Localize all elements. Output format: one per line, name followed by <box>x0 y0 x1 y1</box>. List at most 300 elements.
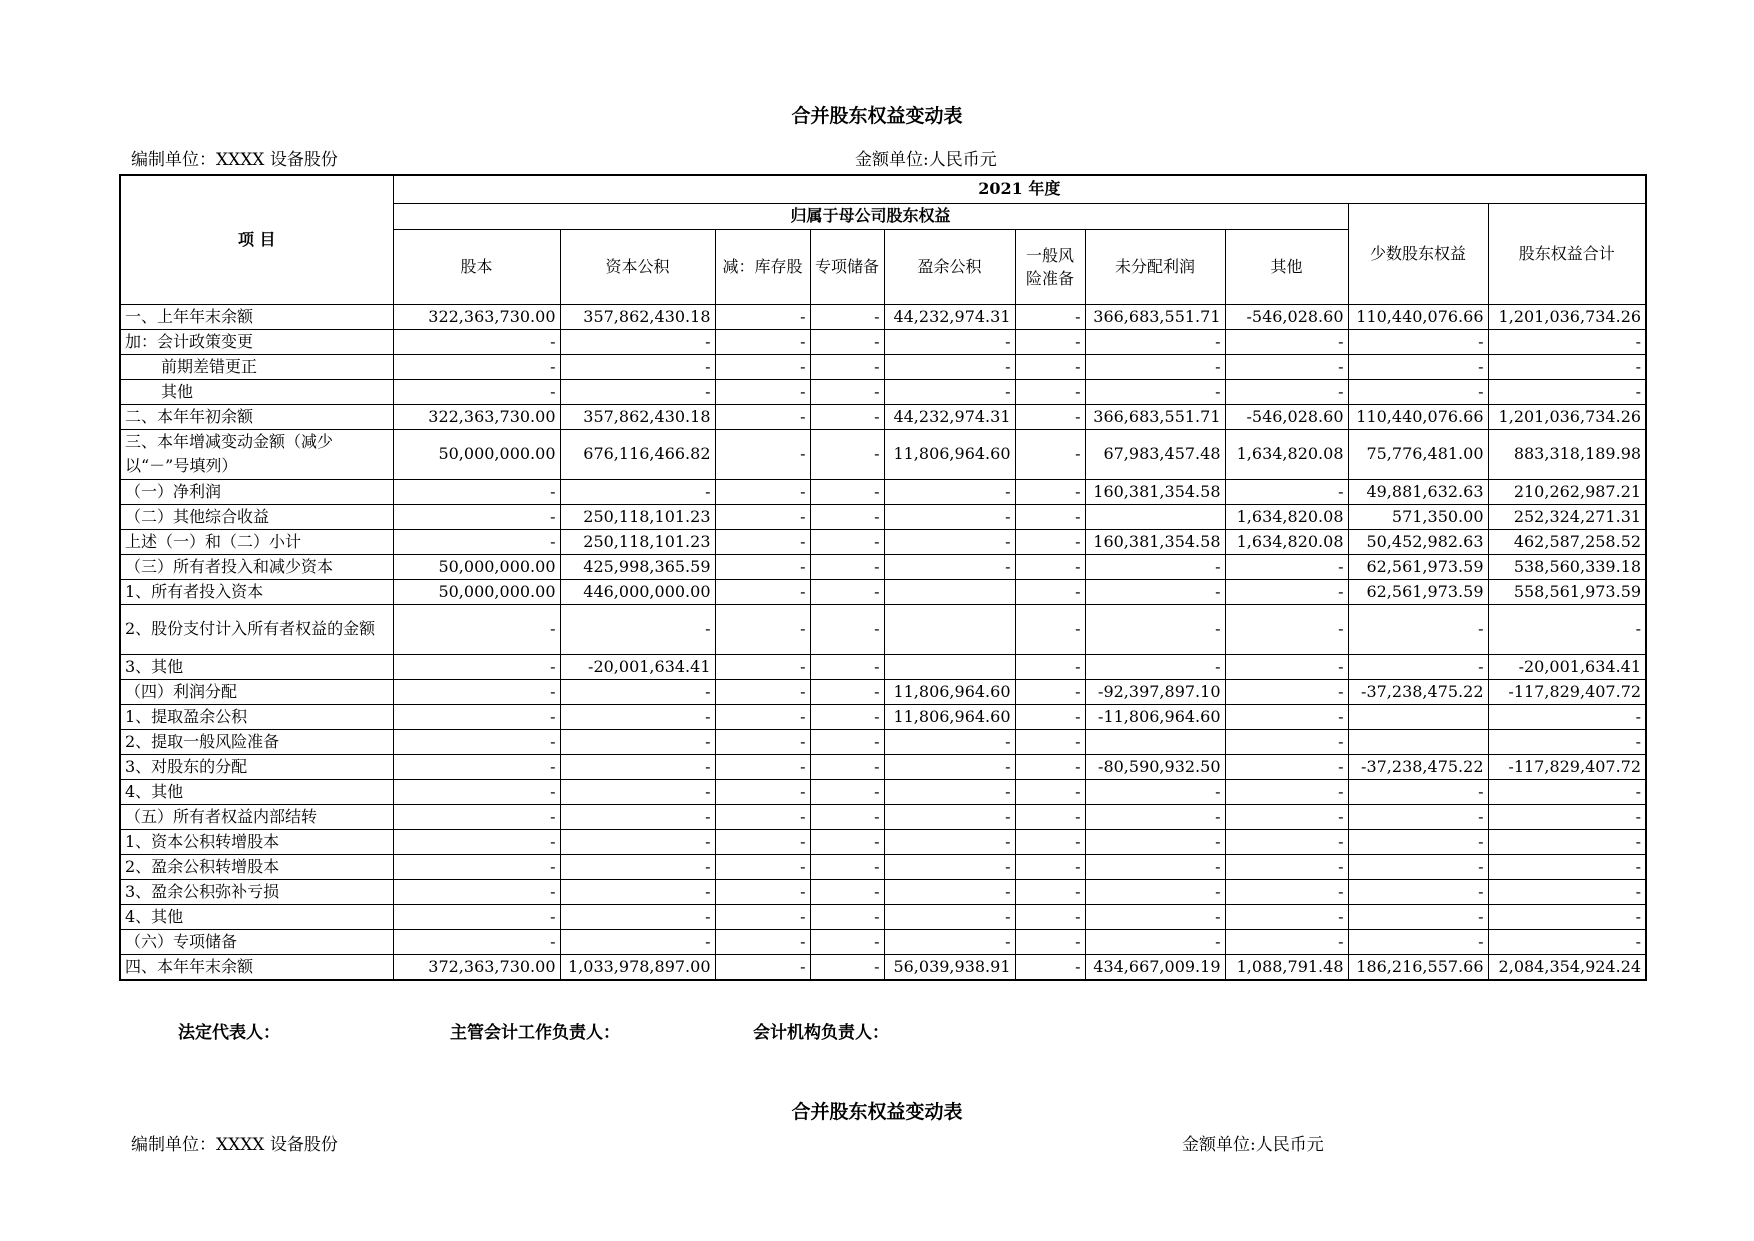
row-label: 其他 <box>120 379 393 404</box>
table-cell: - <box>560 354 715 379</box>
row-label: 四、本年年末余额 <box>120 954 393 980</box>
table-cell: - <box>1015 804 1085 829</box>
table-cell: - <box>810 879 884 904</box>
table-cell: - <box>810 579 884 604</box>
row-label: 3、其他 <box>120 654 393 679</box>
table-cell: 250,118,101.23 <box>560 504 715 529</box>
table-cell: - <box>1015 704 1085 729</box>
table-row <box>120 879 1646 904</box>
table-cell: - <box>1015 779 1085 804</box>
table-cell: - <box>1348 329 1488 354</box>
table-cell: - <box>393 804 560 829</box>
table-cell: - <box>884 529 1015 554</box>
row-label: 2、提取一般风险准备 <box>120 729 393 754</box>
row-label: 2、盈余公积转增股本 <box>120 854 393 879</box>
table-cell: - <box>1015 304 1085 329</box>
table-row <box>120 804 1646 829</box>
table-cell <box>884 604 1015 654</box>
table-cell: - <box>1085 654 1225 679</box>
table-cell: - <box>393 854 560 879</box>
accounting-head-label: 主管会计工作负责人： <box>450 1023 620 1043</box>
table-cell: - <box>810 354 884 379</box>
table-cell: - <box>715 754 810 779</box>
table-cell: - <box>1085 879 1225 904</box>
table-cell: - <box>715 679 810 704</box>
table-cell: - <box>393 654 560 679</box>
table-cell: 372,363,730.00 <box>393 954 560 980</box>
table-cell: - <box>884 329 1015 354</box>
table-cell: - <box>1225 829 1348 854</box>
table-cell: 434,667,009.19 <box>1085 954 1225 980</box>
table-cell: 110,440,076.66 <box>1348 404 1488 429</box>
table-cell: - <box>1488 604 1646 654</box>
table-cell: -546,028.60 <box>1225 304 1348 329</box>
table-cell: 1,201,036,734.26 <box>1488 404 1646 429</box>
row-label: 4、其他 <box>120 904 393 929</box>
table-cell: - <box>560 604 715 654</box>
row-label: （六）专项储备 <box>120 929 393 954</box>
table-cell: - <box>715 379 810 404</box>
table-cell: - <box>1348 829 1488 854</box>
table-cell: -92,397,897.10 <box>1085 679 1225 704</box>
table-row <box>120 679 1646 704</box>
table-cell: - <box>1015 954 1085 980</box>
table-cell: 366,683,551.71 <box>1085 404 1225 429</box>
table-cell: - <box>1225 479 1348 504</box>
table-cell: - <box>810 429 884 479</box>
table-row <box>120 754 1646 779</box>
table-cell: - <box>1488 804 1646 829</box>
table-cell: 883,318,189.98 <box>1488 429 1646 479</box>
table-cell: - <box>1225 579 1348 604</box>
table-row <box>120 554 1646 579</box>
table-cell: - <box>810 304 884 329</box>
table-cell <box>1348 704 1488 729</box>
table-cell: - <box>810 479 884 504</box>
table-cell: - <box>1015 829 1085 854</box>
row-label: （一）净利润 <box>120 479 393 504</box>
table-cell: - <box>393 704 560 729</box>
table-cell: - <box>884 504 1015 529</box>
table-cell: - <box>715 429 810 479</box>
table-cell: 1,634,820.08 <box>1225 529 1348 554</box>
table-cell: - <box>1015 729 1085 754</box>
table-cell: 322,363,730.00 <box>393 404 560 429</box>
table-cell: - <box>1085 604 1225 654</box>
table-cell: 186,216,557.66 <box>1348 954 1488 980</box>
table-cell: 62,561,973.59 <box>1348 579 1488 604</box>
table-cell: - <box>1488 929 1646 954</box>
table-cell: - <box>715 829 810 854</box>
table-cell: - <box>560 929 715 954</box>
preparer-label-page2: 编制单位：XXXX 设备股份 <box>131 1135 338 1155</box>
row-label: 一、上年年末余额 <box>120 304 393 329</box>
table-cell: - <box>715 479 810 504</box>
table-cell: - <box>1348 379 1488 404</box>
table-cell: - <box>1488 329 1646 354</box>
table-cell: - <box>393 679 560 704</box>
table-cell: - <box>1015 529 1085 554</box>
table-cell: - <box>810 529 884 554</box>
table-cell: - <box>1225 354 1348 379</box>
table-cell: 676,116,466.82 <box>560 429 715 479</box>
table-cell: - <box>560 704 715 729</box>
table-cell: - <box>884 379 1015 404</box>
table-cell: - <box>715 329 810 354</box>
table-row <box>120 404 1646 429</box>
col-header-special-reserve: 专项储备 <box>810 229 884 304</box>
table-row <box>120 604 1646 654</box>
table-cell: - <box>1015 879 1085 904</box>
table-cell: 44,232,974.31 <box>884 404 1015 429</box>
table-cell: - <box>715 729 810 754</box>
table-cell: 110,440,076.66 <box>1348 304 1488 329</box>
currency-unit-label-page2: 金额单位:人民币元 <box>1182 1135 1324 1155</box>
table-cell: - <box>884 779 1015 804</box>
table-cell: 1,033,978,897.00 <box>560 954 715 980</box>
table-cell: - <box>1225 729 1348 754</box>
table-cell: - <box>1348 929 1488 954</box>
table-cell: - <box>1015 679 1085 704</box>
row-label: 1、提取盈余公积 <box>120 704 393 729</box>
table-cell: - <box>715 554 810 579</box>
table-cell: 50,000,000.00 <box>393 554 560 579</box>
table-cell: - <box>1085 554 1225 579</box>
table-cell: - <box>810 704 884 729</box>
table-cell: 1,088,791.48 <box>1225 954 1348 980</box>
table-cell: - <box>1225 654 1348 679</box>
table-cell: - <box>560 479 715 504</box>
table-cell: - <box>715 529 810 554</box>
row-label: 3、对股东的分配 <box>120 754 393 779</box>
table-cell: - <box>884 804 1015 829</box>
table-cell: - <box>560 754 715 779</box>
table-cell: - <box>810 379 884 404</box>
table-cell: - <box>393 829 560 854</box>
table-cell: 1,201,036,734.26 <box>1488 304 1646 329</box>
row-label: （四）利润分配 <box>120 679 393 704</box>
table-cell: 366,683,551.71 <box>1085 304 1225 329</box>
table-cell: 50,452,982.63 <box>1348 529 1488 554</box>
table-cell: - <box>715 654 810 679</box>
parent-equity-group-header: 归属于母公司股东权益 <box>393 203 1348 229</box>
table-cell: - <box>393 329 560 354</box>
row-label: 2、股份支付计入所有者权益的金额 <box>120 604 393 654</box>
table-cell: -117,829,407.72 <box>1488 754 1646 779</box>
col-header-general-risk-reserve: 一般风险准备 <box>1015 229 1085 304</box>
table-cell: - <box>810 904 884 929</box>
table-cell: 160,381,354.58 <box>1085 479 1225 504</box>
table-cell <box>1085 729 1225 754</box>
table-cell: - <box>1085 379 1225 404</box>
table-row <box>120 779 1646 804</box>
table-cell: - <box>393 354 560 379</box>
table-cell: - <box>810 404 884 429</box>
table-cell: - <box>884 829 1015 854</box>
table-row <box>120 704 1646 729</box>
table-cell: - <box>715 604 810 654</box>
table-cell: 252,324,271.31 <box>1488 504 1646 529</box>
table-cell: - <box>1348 804 1488 829</box>
table-cell: - <box>715 779 810 804</box>
table-cell: 357,862,430.18 <box>560 404 715 429</box>
table-cell: - <box>1015 404 1085 429</box>
row-label: （五）所有者权益内部结转 <box>120 804 393 829</box>
table-cell: - <box>810 504 884 529</box>
table-cell: - <box>1225 779 1348 804</box>
table-row <box>120 954 1646 980</box>
table-cell: - <box>1488 854 1646 879</box>
table-cell: - <box>1225 804 1348 829</box>
table-cell: - <box>1225 379 1348 404</box>
table-cell: - <box>715 354 810 379</box>
col-header-minority: 少数股东权益 <box>1348 203 1488 304</box>
row-label: （二）其他综合收益 <box>120 504 393 529</box>
col-header-share-capital: 股本 <box>393 229 560 304</box>
table-cell: - <box>810 954 884 980</box>
table-cell: - <box>1488 779 1646 804</box>
table-row <box>120 929 1646 954</box>
table-cell: - <box>884 729 1015 754</box>
table-cell: - <box>1015 654 1085 679</box>
table-cell <box>1348 729 1488 754</box>
statement-title: 合并股东权益变动表 <box>791 105 963 127</box>
table-cell: -20,001,634.41 <box>560 654 715 679</box>
table-cell: - <box>393 904 560 929</box>
table-cell: - <box>1225 554 1348 579</box>
table-cell: - <box>1085 829 1225 854</box>
table-cell: - <box>884 754 1015 779</box>
col-header-retained-earnings: 未分配利润 <box>1085 229 1225 304</box>
table-cell: - <box>1015 904 1085 929</box>
table-cell: - <box>715 904 810 929</box>
row-label: 前期差错更正 <box>120 354 393 379</box>
currency-unit-label: 金额单位:人民币元 <box>855 150 997 170</box>
table-cell: - <box>560 854 715 879</box>
table-cell: - <box>1085 904 1225 929</box>
table-cell: - <box>1085 779 1225 804</box>
table-cell: - <box>715 404 810 429</box>
table-cell: - <box>715 954 810 980</box>
table-cell: - <box>1348 604 1488 654</box>
table-cell: - <box>1015 504 1085 529</box>
table-cell: 11,806,964.60 <box>884 679 1015 704</box>
table-cell <box>884 654 1015 679</box>
table-cell: -11,806,964.60 <box>1085 704 1225 729</box>
table-cell: -80,590,932.50 <box>1085 754 1225 779</box>
table-cell: - <box>1348 854 1488 879</box>
col-header-treasury-stock: 减：库存股 <box>715 229 810 304</box>
table-cell: - <box>393 929 560 954</box>
table-cell: - <box>560 729 715 754</box>
table-cell: - <box>393 779 560 804</box>
table-cell: - <box>1225 329 1348 354</box>
row-label: 1、所有者投入资本 <box>120 579 393 604</box>
col-header-capital-reserve: 资本公积 <box>560 229 715 304</box>
row-label: 1、资本公积转增股本 <box>120 829 393 854</box>
table-cell: 160,381,354.58 <box>1085 529 1225 554</box>
table-cell: - <box>560 779 715 804</box>
table-cell: - <box>715 579 810 604</box>
table-cell: - <box>810 804 884 829</box>
table-cell: - <box>393 754 560 779</box>
table-cell: - <box>1225 704 1348 729</box>
table-cell: - <box>1015 554 1085 579</box>
table-cell: -37,238,475.22 <box>1348 679 1488 704</box>
table-cell: - <box>884 354 1015 379</box>
table-row <box>120 504 1646 529</box>
row-label: 4、其他 <box>120 779 393 804</box>
table-cell: - <box>810 679 884 704</box>
table-cell: - <box>715 504 810 529</box>
table-cell: - <box>560 904 715 929</box>
table-cell: -37,238,475.22 <box>1348 754 1488 779</box>
table-row <box>120 379 1646 404</box>
table-cell: - <box>1348 354 1488 379</box>
table-row <box>120 354 1646 379</box>
table-cell: 357,862,430.18 <box>560 304 715 329</box>
table-cell: - <box>884 929 1015 954</box>
table-cell <box>1085 504 1225 529</box>
table-row <box>120 904 1646 929</box>
table-cell: 462,587,258.52 <box>1488 529 1646 554</box>
table-cell: 50,000,000.00 <box>393 579 560 604</box>
table-cell: 11,806,964.60 <box>884 704 1015 729</box>
item-header: 项 目 <box>120 175 393 304</box>
table-cell: - <box>1015 379 1085 404</box>
col-header-other: 其他 <box>1225 229 1348 304</box>
table-cell: - <box>393 529 560 554</box>
table-cell: - <box>1015 604 1085 654</box>
legal-representative-label: 法定代表人： <box>178 1023 280 1043</box>
table-cell: 250,118,101.23 <box>560 529 715 554</box>
table-cell: 11,806,964.60 <box>884 429 1015 479</box>
table-cell: - <box>560 379 715 404</box>
table-row <box>120 304 1646 329</box>
table-cell: - <box>1488 354 1646 379</box>
table-cell: 538,560,339.18 <box>1488 554 1646 579</box>
table-cell: 1,634,820.08 <box>1225 429 1348 479</box>
accounting-org-head-label: 会计机构负责人： <box>753 1023 889 1043</box>
table-cell: - <box>1015 479 1085 504</box>
table-row <box>120 854 1646 879</box>
table-cell: - <box>1488 729 1646 754</box>
table-cell: - <box>1085 929 1225 954</box>
table-row <box>120 579 1646 604</box>
table-cell: - <box>1085 804 1225 829</box>
table-cell: - <box>884 854 1015 879</box>
table-cell: - <box>884 904 1015 929</box>
table-row <box>120 429 1646 479</box>
table-cell: 1,634,820.08 <box>1225 504 1348 529</box>
table-cell: - <box>1488 879 1646 904</box>
table-cell: 446,000,000.00 <box>560 579 715 604</box>
table-cell: - <box>810 854 884 879</box>
table-cell: - <box>715 854 810 879</box>
table-cell: 2,084,354,924.24 <box>1488 954 1646 980</box>
table-cell: 49,881,632.63 <box>1348 479 1488 504</box>
table-cell: 50,000,000.00 <box>393 429 560 479</box>
table-cell: -117,829,407.72 <box>1488 679 1646 704</box>
table-cell: - <box>393 729 560 754</box>
table-cell: - <box>715 704 810 729</box>
row-label: 加：会计政策变更 <box>120 329 393 354</box>
table-cell: - <box>560 879 715 904</box>
table-cell: 75,776,481.00 <box>1348 429 1488 479</box>
table-cell: - <box>1225 754 1348 779</box>
table-cell: - <box>884 879 1015 904</box>
table-cell: - <box>1085 329 1225 354</box>
table-cell: - <box>1015 354 1085 379</box>
table-cell: - <box>560 804 715 829</box>
table-cell: - <box>393 604 560 654</box>
table-cell: - <box>560 829 715 854</box>
table-cell: 322,363,730.00 <box>393 304 560 329</box>
table-cell: - <box>1225 929 1348 954</box>
table-cell: - <box>1015 329 1085 354</box>
table-row <box>120 329 1646 354</box>
table-cell: - <box>1015 429 1085 479</box>
table-cell: - <box>1015 929 1085 954</box>
table-cell: - <box>810 554 884 579</box>
table-cell: - <box>393 379 560 404</box>
table-cell: - <box>715 879 810 904</box>
table-cell: 425,998,365.59 <box>560 554 715 579</box>
table-cell: - <box>1085 854 1225 879</box>
table-cell: - <box>1015 579 1085 604</box>
table-cell: - <box>1225 879 1348 904</box>
table-row <box>120 729 1646 754</box>
table-cell: -546,028.60 <box>1225 404 1348 429</box>
table-cell: - <box>393 504 560 529</box>
table-row <box>120 654 1646 679</box>
table-cell: - <box>1348 904 1488 929</box>
table-cell: 571,350.00 <box>1348 504 1488 529</box>
table-cell: - <box>393 879 560 904</box>
table-cell: - <box>1085 579 1225 604</box>
table-cell: - <box>1488 704 1646 729</box>
table-cell: - <box>560 329 715 354</box>
year-header: 2021 年度 <box>393 175 1646 203</box>
table-cell: - <box>1488 904 1646 929</box>
table-cell: - <box>810 604 884 654</box>
table-cell: - <box>810 929 884 954</box>
table-cell: - <box>560 679 715 704</box>
row-label: 二、本年年初余额 <box>120 404 393 429</box>
table-cell: - <box>810 829 884 854</box>
table-cell: - <box>1225 904 1348 929</box>
table-cell: - <box>810 729 884 754</box>
table-cell: - <box>1015 854 1085 879</box>
table-cell: - <box>715 304 810 329</box>
table-row <box>120 479 1646 504</box>
table-cell: 558,561,973.59 <box>1488 579 1646 604</box>
table-cell: - <box>715 804 810 829</box>
table-cell: - <box>884 479 1015 504</box>
table-cell: - <box>1348 779 1488 804</box>
statement-title-page2: 合并股东权益变动表 <box>791 1101 963 1123</box>
table-cell: 56,039,938.91 <box>884 954 1015 980</box>
table-cell: - <box>1015 754 1085 779</box>
row-label: 三、本年增减变动金额（减少以“－”号填列） <box>120 429 393 479</box>
col-header-surplus-reserve: 盈余公积 <box>884 229 1015 304</box>
row-label: 3、盈余公积弥补亏损 <box>120 879 393 904</box>
table-cell: - <box>810 754 884 779</box>
table-cell: - <box>1488 379 1646 404</box>
table-cell: - <box>1348 879 1488 904</box>
table-cell: -20,001,634.41 <box>1488 654 1646 679</box>
preparer-label: 编制单位：XXXX 设备股份 <box>131 150 338 170</box>
